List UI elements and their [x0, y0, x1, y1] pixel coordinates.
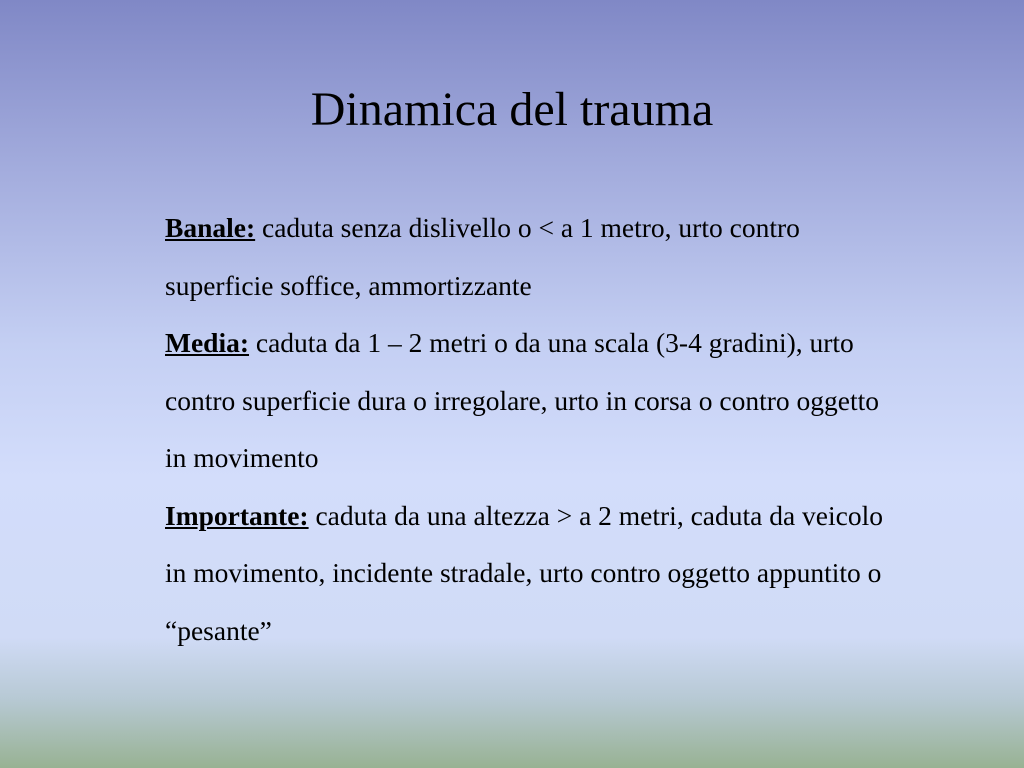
item-importante-term: Importante:: [165, 499, 309, 531]
item-importante: [165, 487, 885, 660]
slide-body: [165, 199, 885, 659]
item-media-term: Media:: [165, 327, 250, 358]
item-banale: [165, 199, 885, 314]
slide-title: Dinamica del trauma: [310, 83, 714, 136]
item-media-text: caduta da 1 – 2 metri o da una scala (3-4 gradini), urto contro superficie dura o irregolare, urto in corsa o contro oggetto in movimento: [165, 327, 879, 473]
item-importante-text: caduta da una altezza > a 2 metri, caduta da veicolo in movimento, incidente stradale, urto contro oggetto appuntito o “pesante”: [165, 499, 883, 646]
item-banale-text: caduta senza dislivello o < a 1 metro, urto contro superficie soffice, ammortizzante: [165, 212, 800, 301]
item-banale-term: Banale:: [165, 212, 256, 243]
item-media: [165, 314, 885, 487]
